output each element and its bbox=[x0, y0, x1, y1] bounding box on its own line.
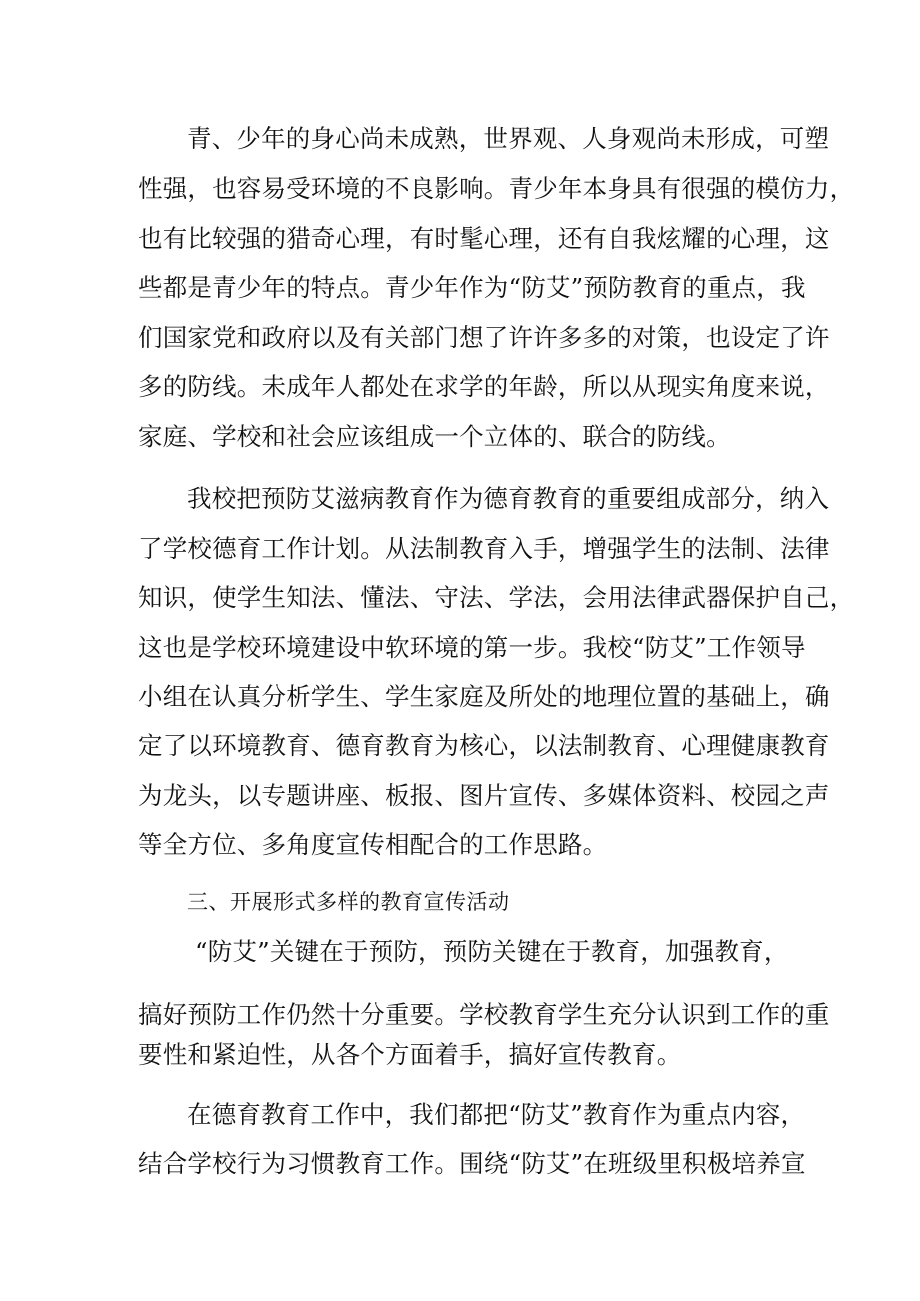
paragraph-2-line-5: 小组在认真分析学生、学生家庭及所处的地理位置的基础上，确 bbox=[138, 682, 830, 711]
paragraph-1-line-2: 性强，也容易受环境的不良影响。青少年本身具有很强的模仿力， bbox=[138, 174, 855, 203]
paragraph-1-line-5: 们国家党和政府以及有关部门想了许许多多的对策，也设定了许 bbox=[138, 323, 830, 352]
paragraph-1-line-1: 青、少年的身心尚未成熟，世界观、人身观尚未形成，可塑 bbox=[187, 124, 830, 153]
paragraph-3-line-2: 搞好预防工作仍然十分重要。学校教育学生充分认识到工作的重 bbox=[138, 1000, 830, 1029]
paragraph-1-line-7: 家庭、学校和社会应该组成一个立体的、联合的防线。 bbox=[138, 422, 731, 451]
paragraph-4-line-1: 在德育教育工作中，我们都把“防艾”教育作为重点内容， bbox=[187, 1100, 806, 1129]
paragraph-2-line-1: 我校把预防艾滋病教育作为德育教育的重要组成部分，纳入 bbox=[187, 484, 830, 513]
paragraph-2-line-8: 等全方位、多角度宣传相配合的工作思路。 bbox=[138, 830, 608, 859]
paragraph-1-line-3: 也有比较强的猎奇心理，有时髦心理，还有自我炫耀的心理，这 bbox=[138, 224, 830, 253]
paragraph-2-line-2: 了学校德育工作计划。从法制教育入手，增强学生的法制、法律 bbox=[138, 534, 830, 563]
paragraph-2-line-6: 定了以环境教育、德育教育为核心，以法制教育、心理健康教育 bbox=[138, 731, 830, 760]
paragraph-2-line-3: 知识，使学生知法、懂法、守法、学法，会用法律武器保护自己， bbox=[138, 583, 855, 612]
paragraph-3-line-3: 要性和紧迫性，从各个方面着手，搞好宣传教育。 bbox=[138, 1040, 682, 1069]
section-heading: 三、开展形式多样的教育宣传活动 bbox=[187, 890, 510, 914]
paragraph-2-line-7: 为龙头，以专题讲座、板报、图片宣传、多媒体资料、校园之声 bbox=[138, 781, 830, 810]
paragraph-1-line-4: 些都是青少年的特点。青少年作为“防艾”预防教育的重点，我 bbox=[138, 273, 806, 302]
paragraph-2-line-4: 这也是学校环境建设中软环境的第一步。我校“防艾”工作领导 bbox=[138, 633, 806, 662]
paragraph-1-line-6: 多的防线。未成年人都处在求学的年龄，所以从现实角度来说， bbox=[138, 372, 830, 401]
paragraph-3-line-1: “防艾”关键在于预防，预防关键在于教育，加强教育， bbox=[195, 937, 789, 966]
paragraph-4-line-2: 结合学校行为习惯教育工作。围绕“防艾”在班级里积极培养宣 bbox=[138, 1149, 806, 1178]
